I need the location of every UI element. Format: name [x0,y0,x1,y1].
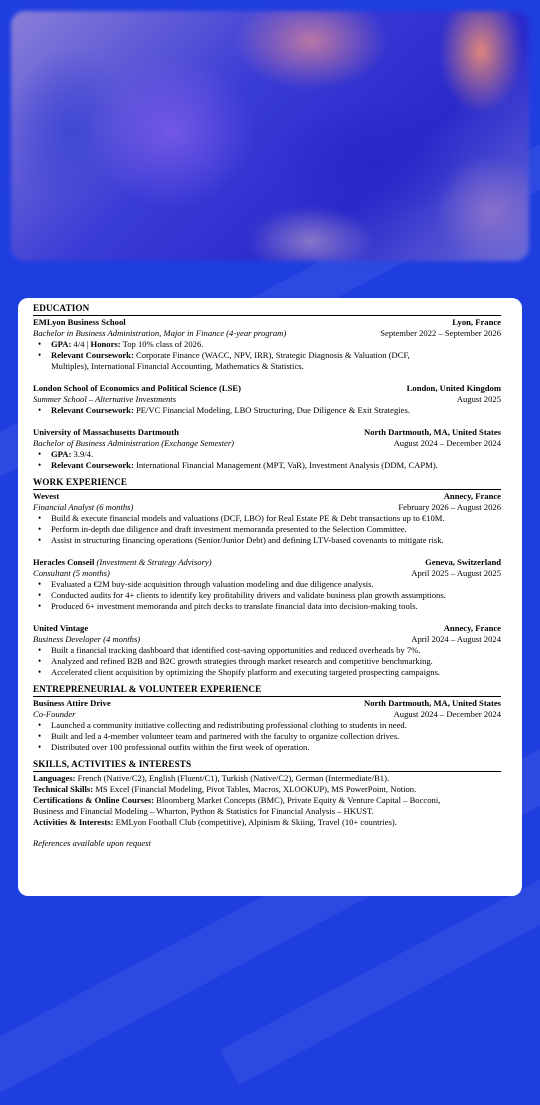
role: Consultant (5 months) [33,568,110,578]
education-entry-lse [33,383,501,416]
list-item: • Built a financial tracking dashboard that identified cost-saving opportunities and reduced overheads by 7%. [51,645,501,656]
list-item: • Relevant Coursework: PE/VC Financial Modeling, LBO Structuring, Due Diligence & Exit Strategies. [51,405,501,416]
list-item: • Built and led a 4-member volunteer team and partnered with the faculty to organize collection drives. [51,731,501,742]
section-title-work: WORK EXPERIENCE [33,477,501,490]
dates: September 2022 – September 2026 [380,328,501,338]
resume-card [18,298,522,896]
work-entry-united-vintage [33,623,501,678]
references-note: References available upon request [33,838,151,848]
education-entry-emlyon [33,317,501,372]
list-item: • Build & execute financial models and valuations (DCF, LBO) for Real Estate PE & Debt transactions up to €10M. [51,513,501,524]
dates: April 2025 – August 2025 [411,568,501,578]
role: Co-Founder [33,709,76,719]
dates: April 2024 – August 2024 [411,634,501,644]
skills-list [33,773,501,828]
role: Financial Analyst (6 months) [33,502,134,512]
list-item: • Perform in-depth due diligence and draft investment memoranda presented to the Selection Committee. [51,524,501,535]
role: Business Developer (4 months) [33,634,141,644]
work-entry-heracles: Heracles Conseil (Investment & Strategy Advisory) Geneva, Switzerland Consultant (5 months) April 2025 – August 2025 • Evaluated a €2M buy-side acquisition through valuation modeling and due diligence analysis. • Conducted audits for 4+ clients to identify key profitability drivers and validate business plan growth assumptions. • Produced 6+ investment memoranda and pitch decks to translate financial data into decision-making tools. [33,557,501,612]
list-item: • GPA: 3.9/4. [51,449,501,460]
list-item: • Launched a community initiative collecting and redistributing professional clothing to students in need. [51,720,501,731]
org-name: Wevest [33,491,60,501]
section-title-volunteer: ENTREPRENEURIAL & VOLUNTEER EXPERIENCE [33,684,501,697]
location: Annecy, France [443,491,501,501]
work-entry-wevest [33,491,501,546]
skill-line: Activities & Interests: EMLyon Football Club (competitive), Alpinism & Skiing, Travel (10+ countries). [33,817,397,827]
location: Annecy, France [443,623,501,633]
degree: Bachelor in Business Administration, Major in Finance (4-year program) [33,328,287,338]
dates: August 2025 [456,394,501,404]
list-item: • Assist in structuring financing operations (Senior/Junior Debt) and defining LTV-based covenants to mitigate risk. [51,535,501,546]
dates: August 2024 – December 2024 [393,438,501,448]
org-name: EMLyon Business School [33,317,126,327]
list-item: • Relevant Coursework: Corporate Finance (WACC, NPV, IRR), Strategic Diagnosis & Valuation (DCF, Multiples), International Financial Accounting, Mathematics & Statistics. [51,350,501,372]
list-item: • Accelerated client acquisition by optimizing the Shopify platform and executing targeted prospecting campaigns. [51,667,501,678]
list-item: • Conducted audits for 4+ clients to identify key profitability drivers and validate business plan growth assumptions. [51,590,501,601]
education-entry-umass [33,427,501,471]
skill-line: Certifications & Online Courses: Bloomberg Market Concepts (BMC), Private Equity & Venture Capital – Bocconi, Business and Financial Modeling – Wharton, Python & Statistics for Financial Analysis – HKUST. [33,795,441,816]
list-item: • Distributed over 100 professional outfits within the first week of operation. [51,742,501,753]
section-title-education: EDUCATION [33,303,501,316]
section-title-skills: SKILLS, ACTIVITIES & INTERESTS [33,759,501,772]
list-item: • Relevant Coursework: International Financial Management (MPT, VaR), Investment Analysis (DDM, CAPM). [51,460,501,471]
list-item: • Evaluated a €2M buy-side acquisition through valuation modeling and due diligence analysis. [51,579,501,590]
list-item: • Analyzed and refined B2B and B2C growth strategies through market research and competitive benchmarking. [51,656,501,667]
dates: August 2024 – December 2024 [393,709,501,719]
list-item: • GPA: 4/4 | Honors: Top 10% class of 2026. [51,339,501,350]
list-item: • Produced 6+ investment memoranda and pitch decks to translate financial data into decision-making tools. [51,601,501,612]
blurred-photo [11,11,529,261]
volunteer-entry-attire-drive [33,698,501,753]
org-name: University of Massachusetts Dartmouth [33,427,179,437]
degree: Bachelor of Business Administration (Exchange Semester) [33,438,235,448]
org-name: Business Attire Drive [33,698,111,708]
skill-line: Languages: French (Native/C2), English (Fluent/C1), Turkish (Native/C2), German (Intermediate/B1). [33,773,390,783]
location: North Dartmouth, MA, United States [363,698,501,708]
org-name: Heracles Conseil [33,557,95,567]
org-name: United Vintage [33,623,89,633]
degree: Summer School – Alternative Investments [33,394,177,404]
location: North Dartmouth, MA, United States [363,427,501,437]
location: London, United Kingdom [406,383,501,393]
org-name: London School of Economics and Political Science (LSE) [33,383,241,393]
dates: February 2026 – August 2026 [398,502,501,512]
location: Geneva, Switzerland [425,557,501,567]
location: Lyon, France [452,317,501,327]
skill-line: Technical Skills: MS Excel (Financial Modeling, Pivot Tables, Macros, XLOOKUP), MS PowerPoint, Notion. [33,784,417,794]
